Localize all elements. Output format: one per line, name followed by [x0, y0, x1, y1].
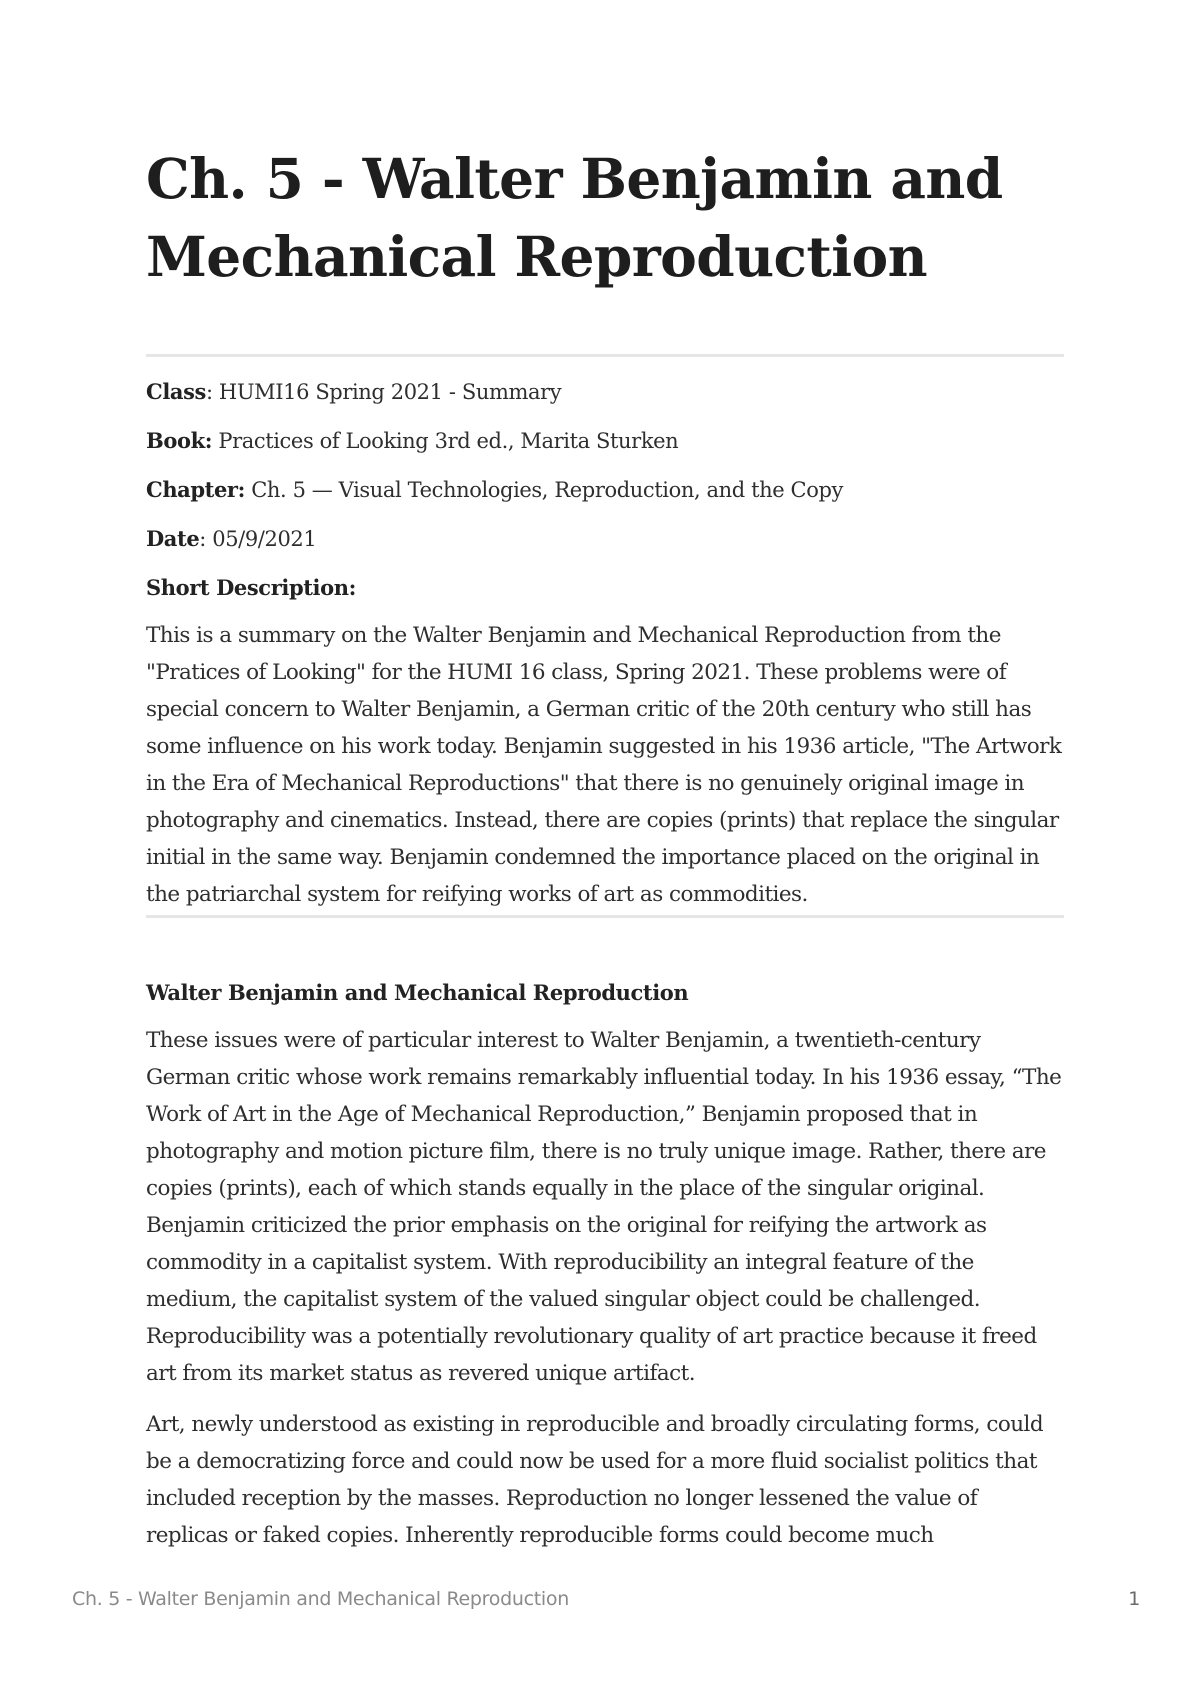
- meta-date-key: Date: [146, 526, 200, 551]
- section-heading: Walter Benjamin and Mechanical Reproduction: [146, 980, 689, 1005]
- meta-book-value: Practices of Looking 3rd ed., Marita Sturken: [212, 429, 679, 453]
- footer-title: Ch. 5 - Walter Benjamin and Mechanical Reproduction: [72, 1588, 569, 1610]
- short-description: This is a summary on the Walter Benjamin and Mechanical Reproduction from the "Pratices of Looking" for the HUMI 16 class, Spring 2021. These problems were of special concern to Walter Benjamin, a German critic of the 20th century who still has some influence on his work today. Benjamin suggested in his 1936 article, "The Artwork in the Era of Mechanical Reproductions" that there is no genuinely original image in photography and cinematics. Instead, there are copies (prints) that replace the singular initial in the same way. Benjamin condemned the importance placed on the original in the patriarchal system for reifying works of art as commodities.: [146, 623, 1062, 907]
- meta-chapter: [146, 475, 1064, 505]
- divider: [146, 354, 1064, 357]
- page-number: 1: [1128, 1588, 1140, 1610]
- meta-book: [146, 426, 1064, 456]
- meta-chapter-value: Ch. 5 — Visual Technologies, Reproduction, and the Copy: [244, 478, 843, 502]
- meta-class-key: Class: [146, 379, 206, 404]
- short-description-label: Short Description:: [146, 575, 356, 600]
- meta-date-value: 05/9/2021: [205, 527, 317, 551]
- meta-date-sep: :: [199, 527, 206, 551]
- meta-book-key: Book:: [146, 428, 213, 453]
- meta-date: [146, 524, 1064, 554]
- page-footer: [72, 1588, 1140, 1618]
- document-page: [146, 140, 1064, 1554]
- document-title: Ch. 5 - Walter Benjamin and Mechanical Reproduction: [146, 146, 1003, 289]
- body-paragraph: Art, newly understood as existing in reproducible and broadly circulating forms, could be a democratizing force and could now be used for a more fluid socialist politics that included reception by the masses. Reproduction no longer lessened the value of replicas or faked copies. Inherently reproducible forms could become much: [146, 1412, 1044, 1548]
- meta-class-sep: :: [205, 380, 213, 404]
- meta-chapter-key: Chapter:: [146, 477, 245, 502]
- meta-class-value: HUMI16 Spring 2021 - Summary: [212, 380, 562, 404]
- divider: [146, 915, 1064, 918]
- meta-class: [146, 377, 1064, 407]
- body-paragraph: These issues were of particular interest to Walter Benjamin, a twentieth-century German critic whose work remains remarkably influential today. In his 1936 essay, “The Work of Art in the Age of Mechanical Reproduction,” Benjamin proposed that in photography and motion picture film, there is no truly unique image. Rather, there are copies (prints), each of which stands equally in the place of the singular original. Benjamin criticized the prior emphasis on the original for reifying the artwork as commodity in a capitalist system. With reproducibility an integral feature of the medium, the capitalist system of the valued singular object could be challenged. Reproducibility was a potentially revolutionary quality of art practice because it freed art from its market status as revered unique artifact.: [146, 1028, 1062, 1386]
